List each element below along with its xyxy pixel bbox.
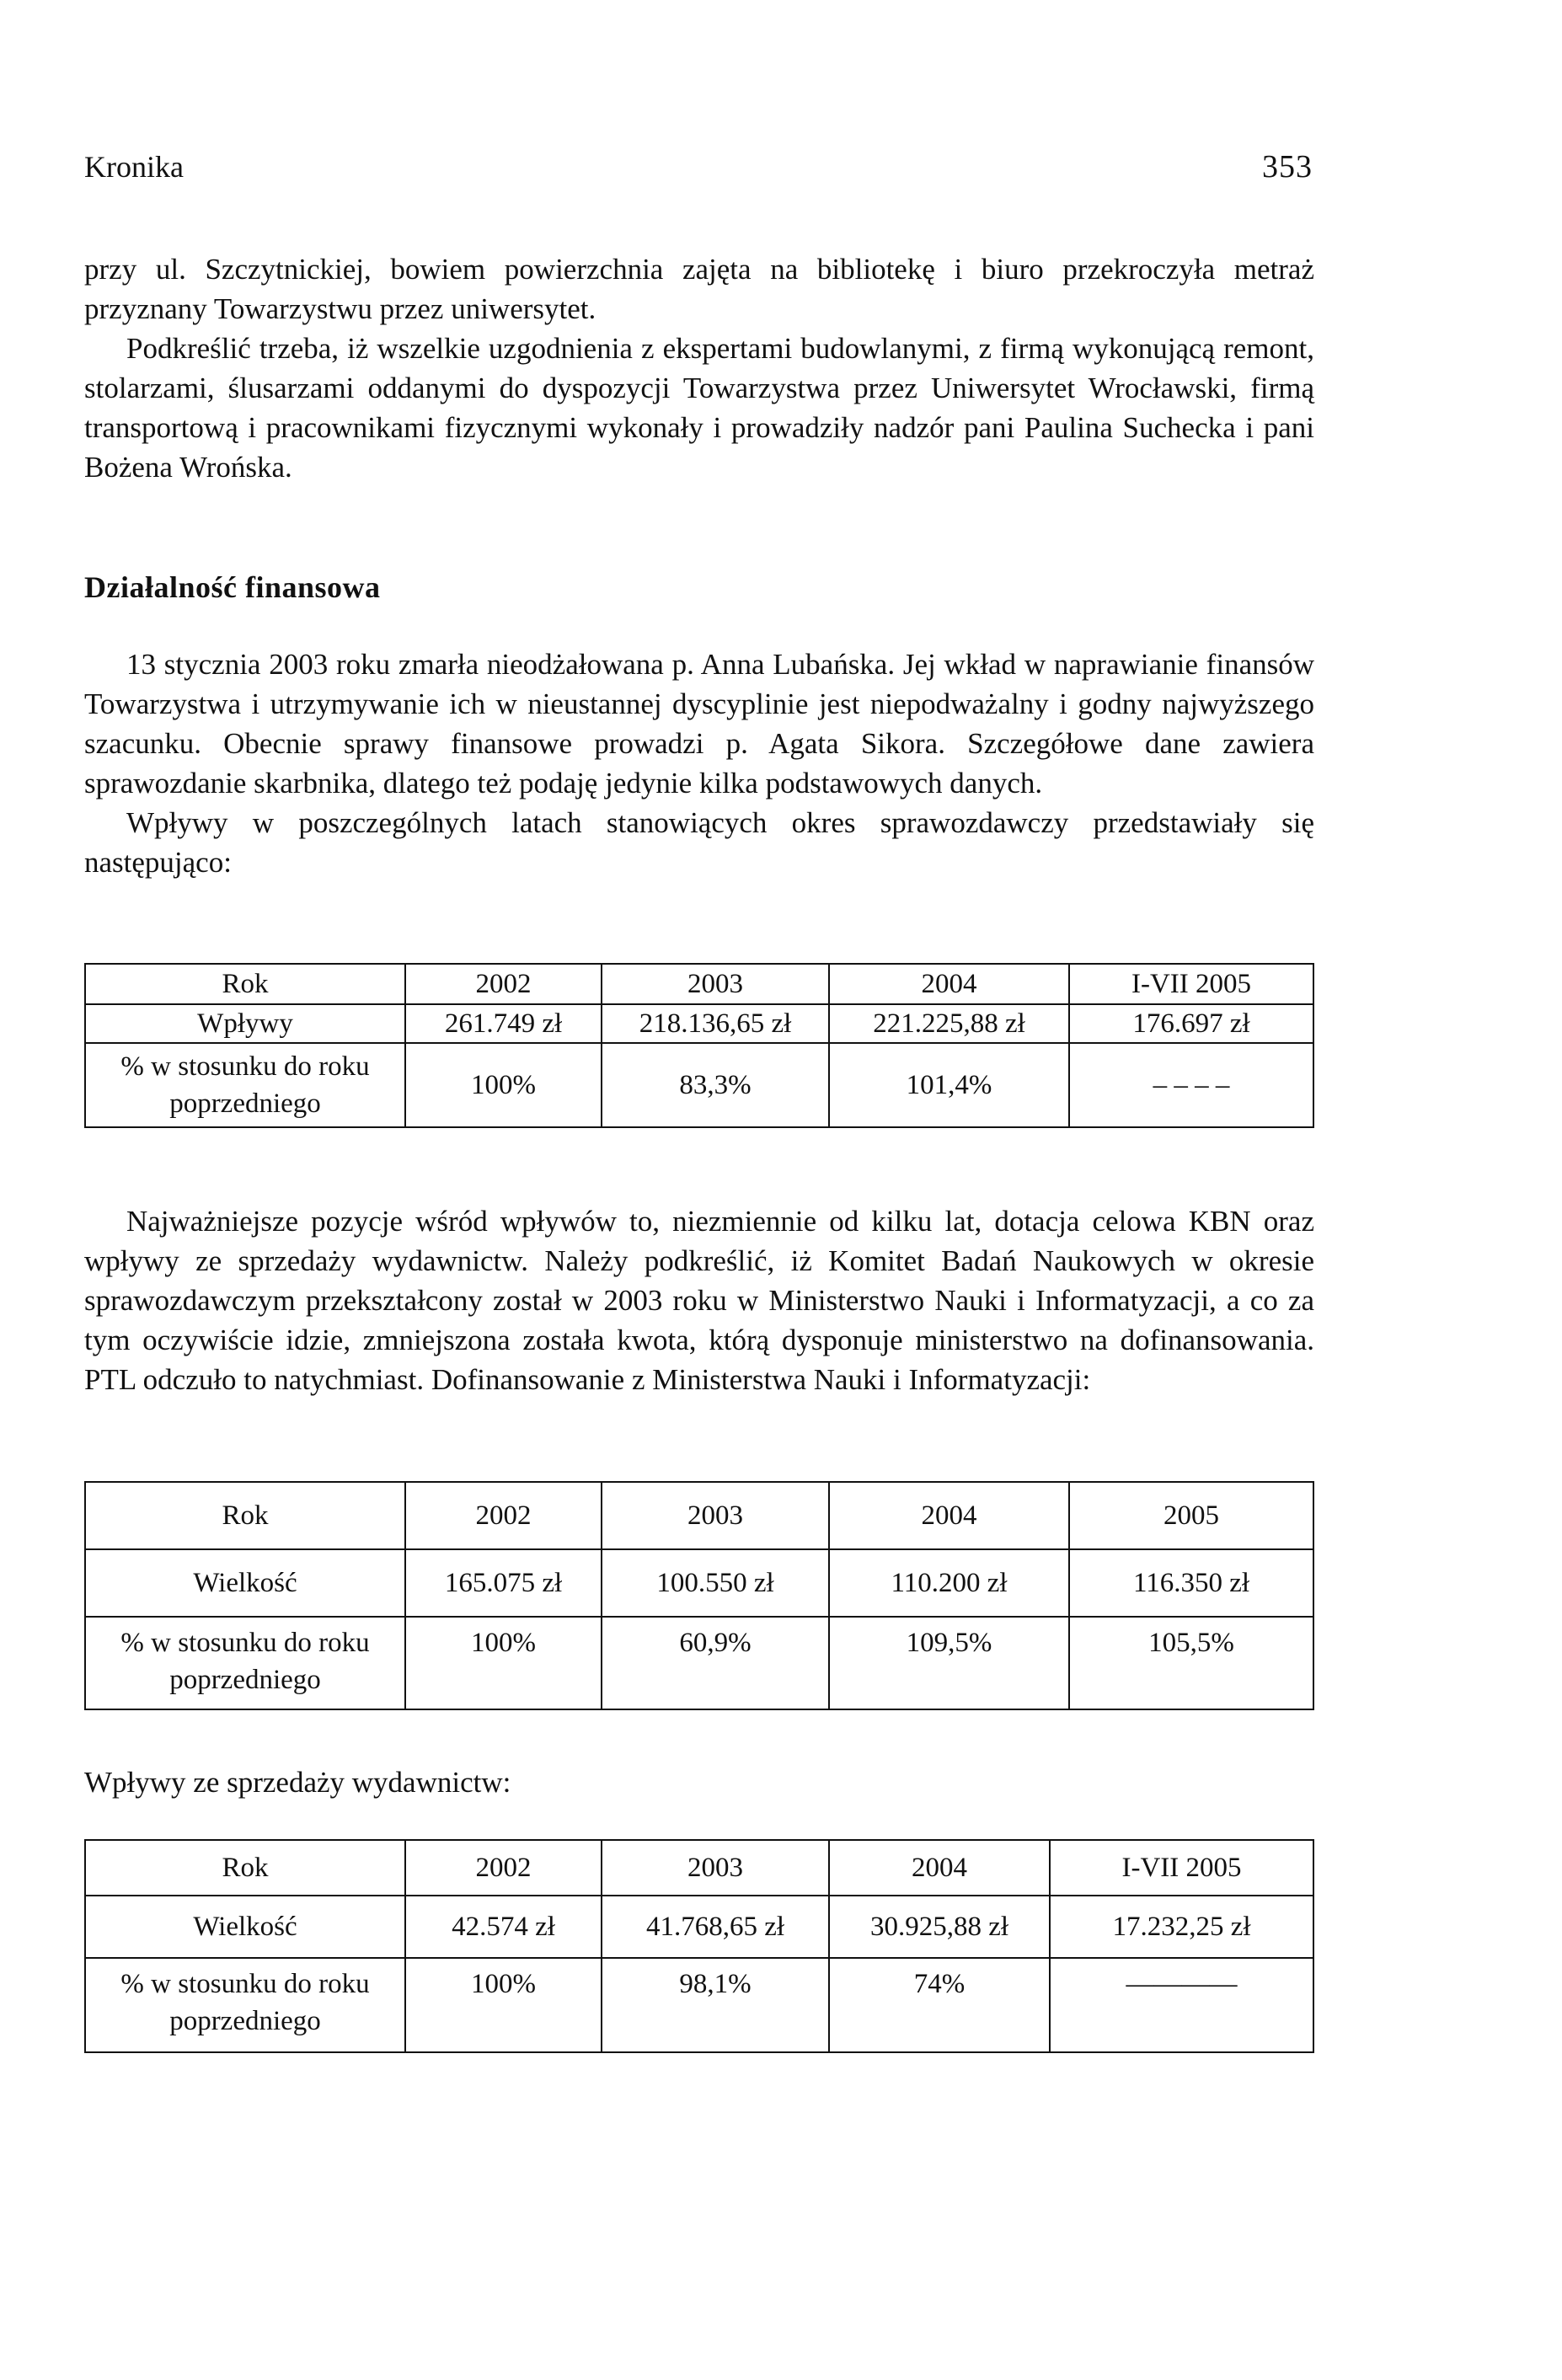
running-head (84, 148, 1313, 185)
table-cell: 2003 (602, 1840, 829, 1896)
table-cell: I-VII 2005 (1069, 964, 1313, 1004)
table-cell: 221.225,88 zł (829, 1004, 1069, 1043)
table-cell: Wielkość (85, 1549, 405, 1617)
table-cell: 2003 (602, 1482, 829, 1549)
table-cell: – – – – (1069, 1043, 1313, 1127)
table-cell: 100% (405, 1617, 602, 1709)
section-text-2 (84, 1201, 1314, 1399)
sales-caption: Wpływy ze sprzedaży wydawnictw: (84, 1766, 511, 1799)
paragraph: 13 stycznia 2003 roku zmarła nieodżałowana p. Anna Lubańska. Jej wkład w naprawianie finansów Towarzystwa i utrzymywanie ich w nieustannej dyscyplinie jest niepodważalny i godny najwyższego szacunku. Obecnie sprawy finansowe prowadzi p. Agata Sikora. Szczegółowe dane zawiera sprawozdanie skarbnika, dlatego też podaję jedynie kilka podstawowych danych. (84, 648, 1314, 800)
table-row (85, 1549, 1313, 1617)
table-cell: 60,9% (602, 1617, 829, 1709)
table-cell: 176.697 zł (1069, 1004, 1313, 1043)
paragraph: Podkreślić trzeba, iż wszelkie uzgodnienia z ekspertami budowlanymi, z firmą wykonującą remont, stolarzami, ślusarzami oddanymi do dyspozycji Towarzystwa przez Uniwersytet Wrocławski, firmą transportową i pracownikami fizycznymi wykonały i prowadziły nadzór pani Paulina Suchecka i pani Bożena Wrońska. (84, 332, 1314, 484)
table-cell: 42.574 zł (405, 1896, 602, 1958)
table-cell: 101,4% (829, 1043, 1069, 1127)
section-title: Kronika (84, 150, 184, 184)
table-row (85, 1958, 1313, 2052)
table-cell: 261.749 zł (405, 1004, 602, 1043)
table-cell: 74% (829, 1958, 1050, 2052)
table-cell: 2005 (1069, 1482, 1313, 1549)
table-row (85, 1004, 1313, 1043)
table-cell: 218.136,65 zł (602, 1004, 829, 1043)
table-row (85, 1043, 1313, 1127)
table-cell: % w stosunku do roku poprzedniego (85, 1043, 405, 1127)
table-cell: Wpływy (85, 1004, 405, 1043)
table-cell: 2002 (405, 1840, 602, 1896)
table-cell: 105,5% (1069, 1617, 1313, 1709)
table-cell: % w stosunku do roku poprzedniego (85, 1617, 405, 1709)
table-cell: 2004 (829, 964, 1069, 1004)
paragraph: Wpływy w poszczególnych latach stanowiących okres sprawozdawczy przedstawiały się następująco: (84, 806, 1314, 879)
table-row (85, 1896, 1313, 1958)
intro-text (84, 249, 1314, 487)
table-cell: 100% (405, 1043, 602, 1127)
table-cell: Wielkość (85, 1896, 405, 1958)
section-text-1 (84, 644, 1314, 882)
table-cell: 2004 (829, 1482, 1069, 1549)
table-row (85, 1617, 1313, 1709)
table-header-row (85, 964, 1313, 1004)
table-cell: 165.075 zł (405, 1549, 602, 1617)
table-cell: 2003 (602, 964, 829, 1004)
table-cell: 2004 (829, 1840, 1050, 1896)
table-cell: 110.200 zł (829, 1549, 1069, 1617)
table-cell: 109,5% (829, 1617, 1069, 1709)
sales-table (84, 1839, 1314, 2053)
table-cell: 17.232,25 zł (1050, 1896, 1313, 1958)
table-cell: Rok (85, 964, 405, 1004)
table-cell: 30.925,88 zł (829, 1896, 1050, 1958)
table-cell: ———— (1050, 1958, 1313, 2052)
table-cell: 100% (405, 1958, 602, 2052)
page-number: 353 (1262, 149, 1313, 185)
table-cell: 2002 (405, 1482, 602, 1549)
table-cell: Rok (85, 1482, 405, 1549)
table-cell: % w stosunku do roku poprzedniego (85, 1958, 405, 2052)
table-cell: 83,3% (602, 1043, 829, 1127)
income-table (84, 963, 1314, 1128)
table-header-row (85, 1840, 1313, 1896)
table-cell: Rok (85, 1840, 405, 1896)
table-cell: 2002 (405, 964, 602, 1004)
table-cell: 116.350 zł (1069, 1549, 1313, 1617)
table-cell: I-VII 2005 (1050, 1840, 1313, 1896)
section-heading: Działalność finansowa (84, 570, 381, 604)
paragraph: Najważniejsze pozycje wśród wpływów to, niezmiennie od kilku lat, dotacja celowa KBN oraz wpływy ze sprzedaży wydawnictw. Należy podkreślić, iż Komitet Badań Naukowych w okresie sprawozdawczym przekształcony został w 2003 roku w Ministerstwo Nauki i Informatyzacji, a co za tym oczywiście idzie, zmniejszona została kwota, którą dysponuje ministerstwo na dofinansowania. PTL odczuło to natychmiast. Dofinansowanie z Ministerstwa Nauki i Informatyzacji: (84, 1205, 1314, 1396)
table-cell: 41.768,65 zł (602, 1896, 829, 1958)
paragraph-continuation: przy ul. Szczytnickiej, bowiem powierzchnia zajęta na bibliotekę i biuro przekroczyła metraż przyznany Towarzystwu przez uniwersytet. (84, 253, 1314, 325)
table-cell: 100.550 zł (602, 1549, 829, 1617)
ministry-funding-table (84, 1481, 1314, 1710)
table-header-row (85, 1482, 1313, 1549)
table-cell: 98,1% (602, 1958, 829, 2052)
